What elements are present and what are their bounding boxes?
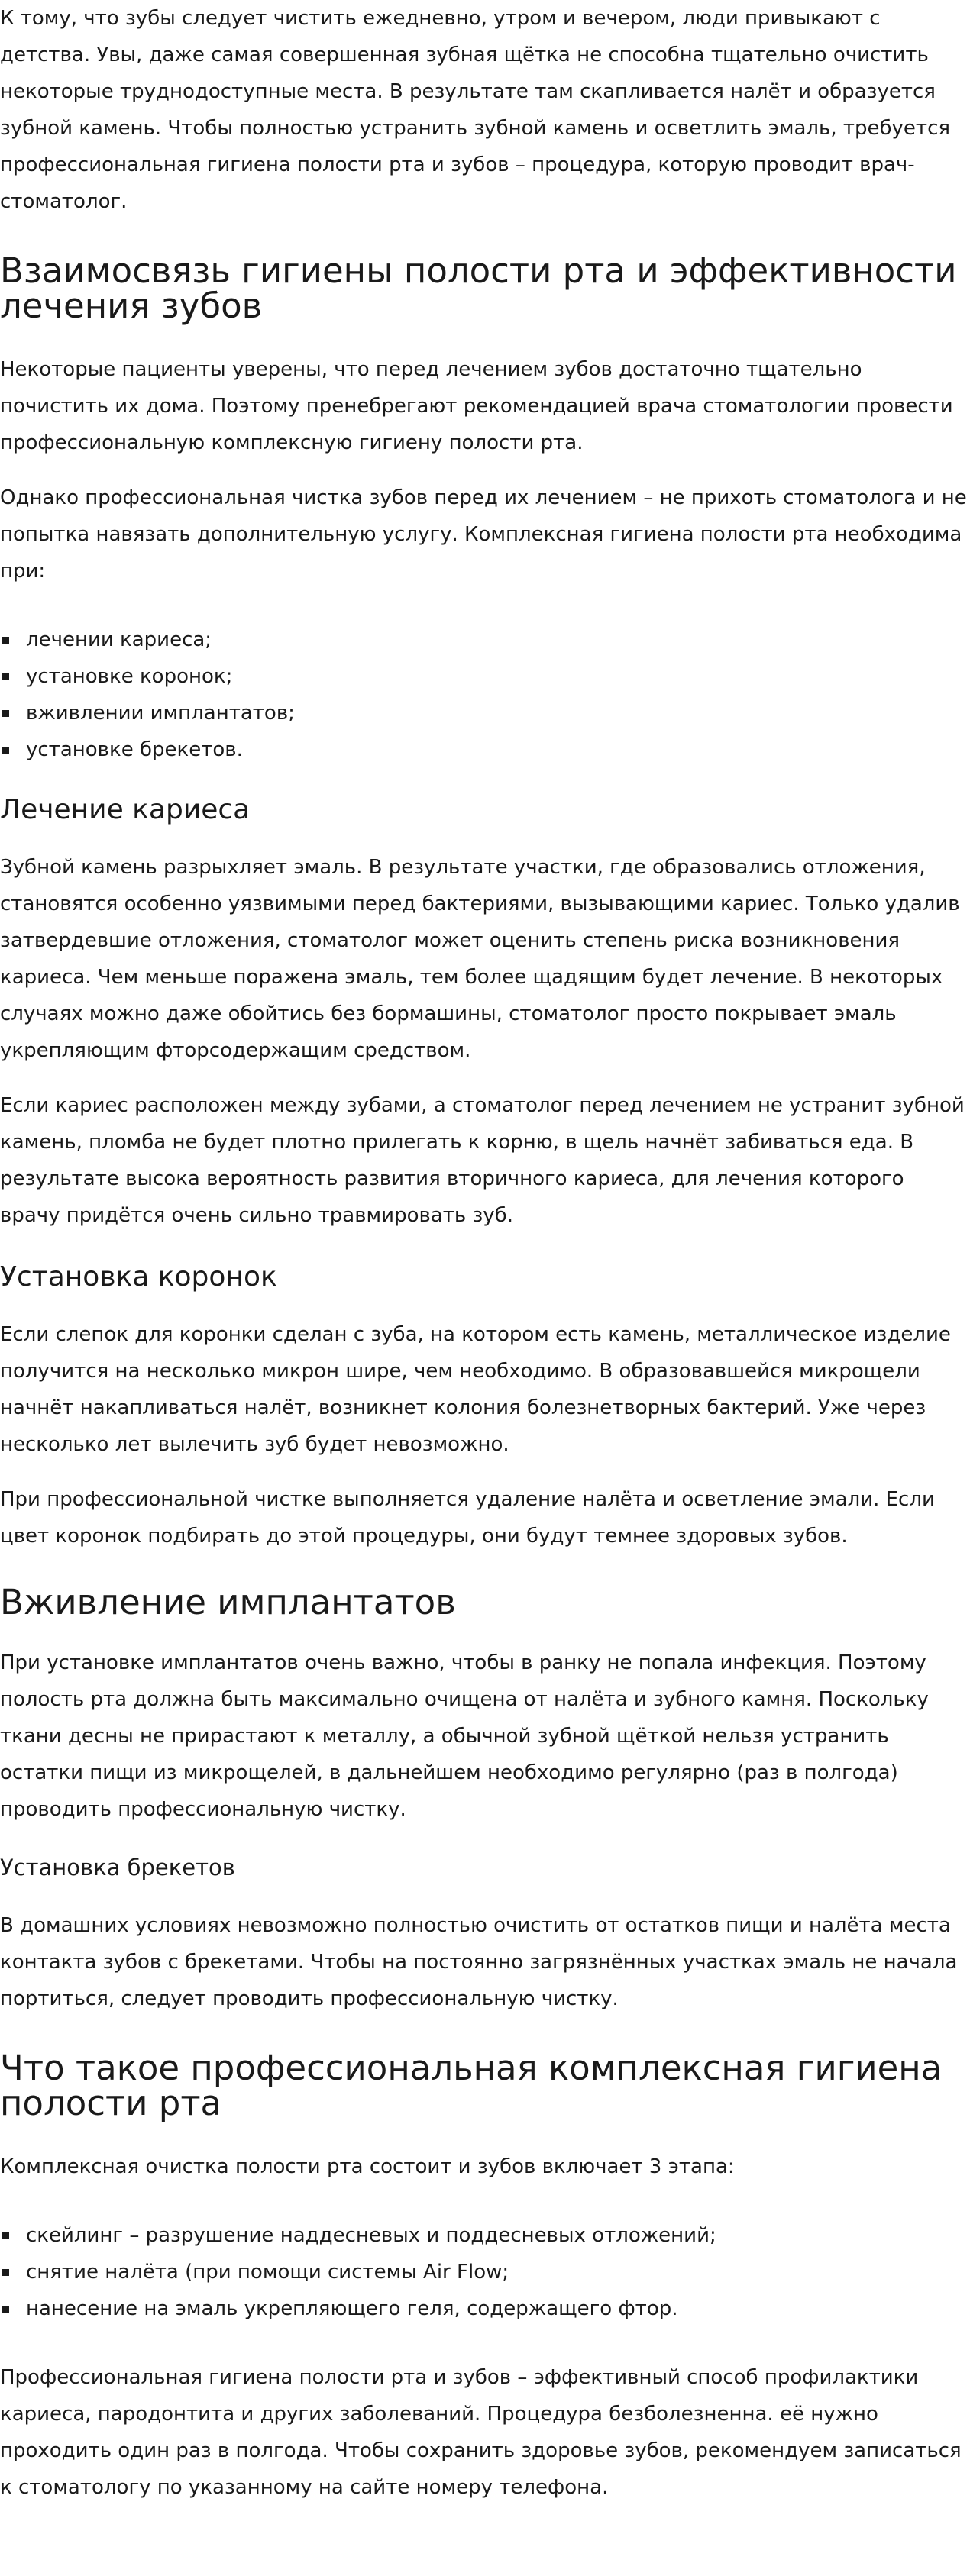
list-item: вживлении имплантатов; [0,695,970,731]
bullet-icon [2,710,9,717]
heading-relation: Взаимосвязь гигиены полости рта и эффективности лечения зубов [0,250,957,326]
heading-caries: Лечение кариеса [0,794,251,825]
list-item: скейлинг – разрушение наддесневых и поддесневых отложений; [0,2217,970,2254]
implants-paragraph-1: При установке имплантатов очень важно, чтобы в ранку не попала инфекция. Поэтому полость рта должна быть максимально очищена от налёта и зубного камня. Поскольку ткани десны не прирастают к металлу, а обычной зубной щёткой нельзя устранить остатки пищи из микрощелей, в дальнейшем необходимо регулярно (раз в полгода) проводить профессиональную чистку. [0,1651,929,1821]
list-item: установке брекетов. [0,731,970,768]
bullet-icon [2,747,9,754]
bullet-icon [2,673,9,680]
heading-what: Что такое профессиональная комплексная гигиена полости рта [0,2048,943,2123]
crowns-paragraph-1: Если слепок для коронки сделан с зуба, на котором есть камень, металлическое изделие получится на несколько микрон шире, чем необходимо. В образовавшейся микрощели начнёт накапливаться налёт, возникнет колония болезнетворных бактерий. Уже через несколько лет вылечить зуб будет невозможно. [0,1323,951,1456]
braces-paragraph-1: В домашних условиях невозможно полностью очистить от остатков пищи и налёта места контакта зубов с брекетами. Чтобы на постоянно загрязнённых участках эмаль не начала портиться, следует проводить профессиональную чистку. [0,1914,958,2010]
list-item: снятие налёта (при помощи системы Air Flow; [0,2254,970,2290]
bullet-icon [2,2306,9,2313]
stages-list [0,2217,970,2327]
caries-paragraph-1: Зубной камень разрыхляет эмаль. В результате участки, где образовались отложения, становятся особенно уязвимыми перед бактериями, вызывающими кариес. Только удалив затвердевшие отложения, стоматолог может оценить степень риска возникновения кариеса. Чем меньше поражена эмаль, тем более щадящим будет лечение. В некоторых случаях можно даже обойтись без бормашины, стоматолог просто покрывает эмаль укрепляющим фторсодержащим средством. [0,856,960,1062]
indications-list [0,621,970,768]
intro-paragraph: К тому, что зубы следует чистить ежедневно, утром и вечером, люди привыкают с детства. Увы, даже самая совершенная зубная щётка не способна тщательно очистить некоторые труднодоступные места. В результате там скапливается налёт и образуется зубной камень. Чтобы полностью устранить зубной камень и осветлить эмаль, требуется профессиональная гигиена полости рта и зубов – процедура, которую проводит врач-стоматолог. [0,7,951,213]
what-paragraph-2: Профессиональная гигиена полости рта и зубов – эффективный способ профилактики кариеса, пародонтита и других заболеваний. Процедура безболезненна. её нужно проходить один раз в полгода. Чтобы сохранить здоровье зубов, рекомендуем записаться к стоматологу по указанному на сайте номеру телефона. [0,2366,962,2499]
list-item: лечении кариеса; [0,621,970,658]
list-item: нанесение на эмаль укрепляющего геля, содержащего фтор. [0,2290,970,2327]
crowns-paragraph-2: При профессиональной чистке выполняется удаление налёта и осветление эмали. Если цвет коронок подбирать до этой процедуры, они будут темнее здоровых зубов. [0,1488,935,1548]
what-paragraph-1: Комплексная очистка полости рта состоит и зубов включает 3 этапа: [0,2155,735,2178]
bullet-icon [2,637,9,644]
heading-implants: Вживление имплантатов [0,1582,456,1622]
heading-crowns: Установка коронок [0,1261,277,1293]
heading-braces: Установка брекетов [0,1855,235,1880]
list-item: установке коронок; [0,658,970,695]
relation-paragraph-1: Некоторые пациенты уверены, что перед лечением зубов достаточно тщательно почистить их дома. Поэтому пренебрегают рекомендацией врача стоматологии провести профессиональную комплексную гигиену полости рта. [0,358,953,454]
relation-paragraph-2: Однако профессиональная чистка зубов перед их лечением – не прихоть стоматолога и не попытка навязать дополнительную услугу. Комплексная гигиена полости рта необходима при: [0,486,967,583]
bullet-icon [2,2269,9,2276]
caries-paragraph-2: Если кариес расположен между зубами, а стоматолог перед лечением не устранит зубной камень, пломба не будет плотно прилегать к корню, в щель начнёт забиваться еда. В результате высока вероятность развития вторичного кариеса, для лечения которого врачу придётся очень сильно травмировать зуб. [0,1094,965,1227]
bullet-icon [2,2232,9,2239]
